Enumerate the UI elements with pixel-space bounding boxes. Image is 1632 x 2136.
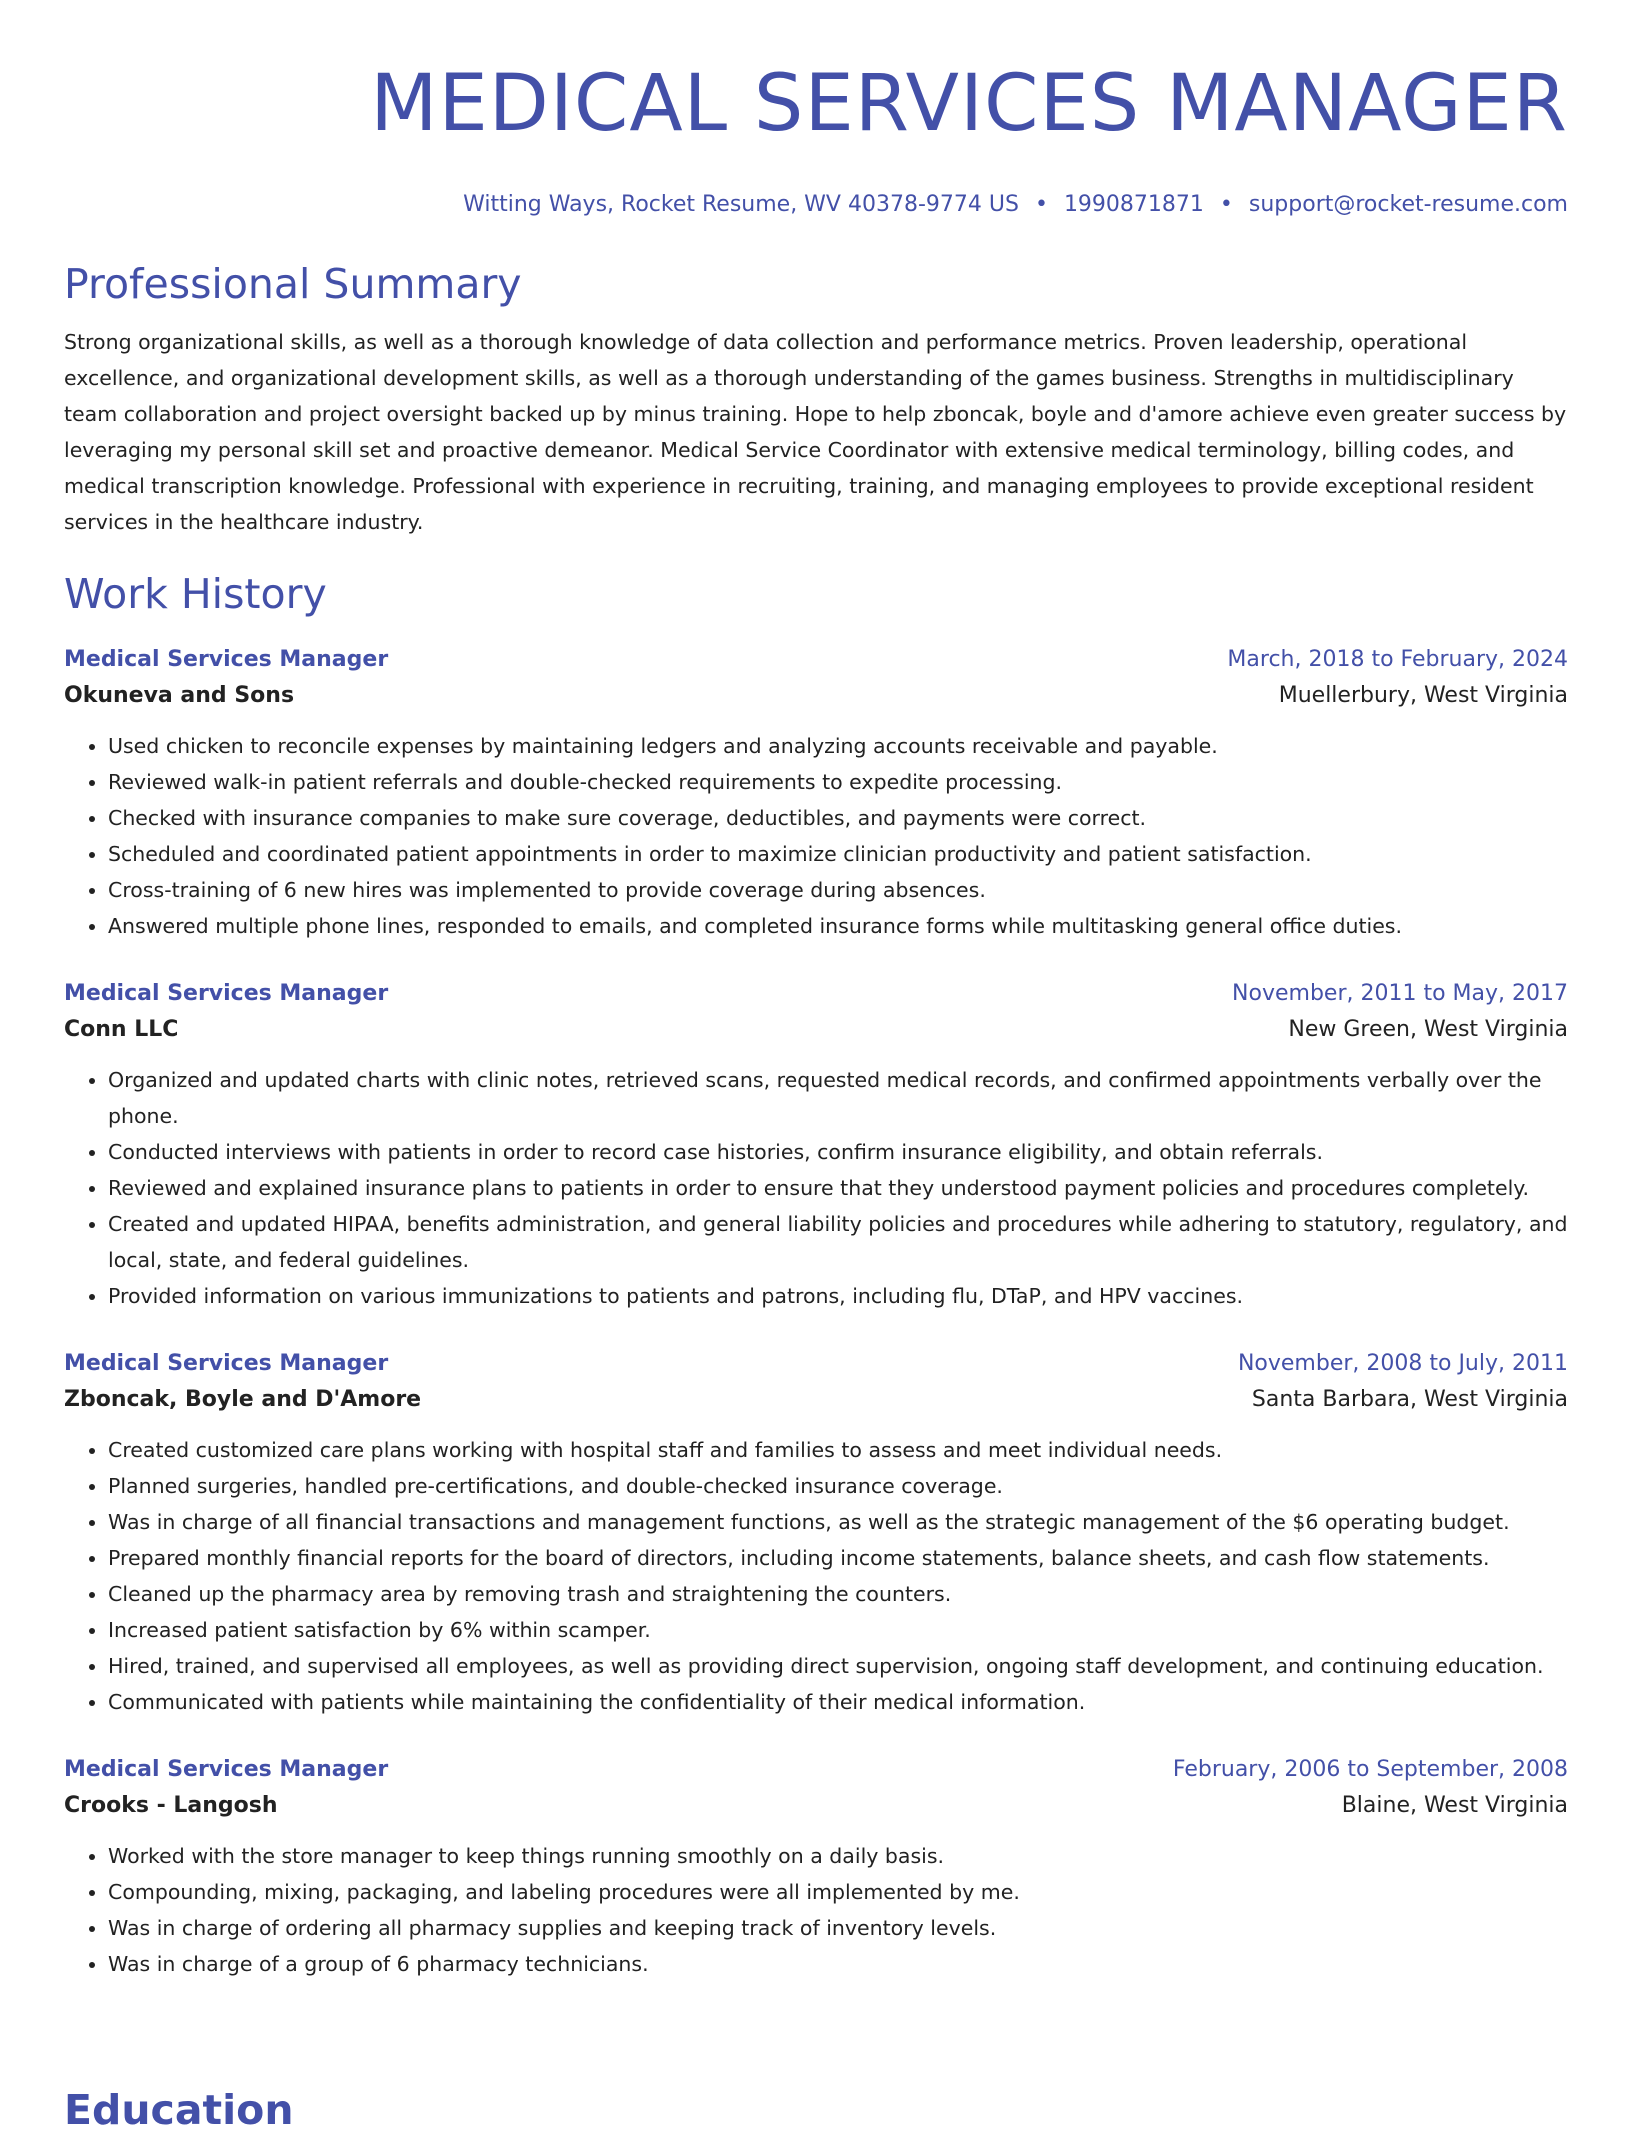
job-location: New Green, West Virginia	[1288, 1017, 1568, 1042]
work-history-list	[64, 644, 1568, 1982]
job-bullet: • Was in charge of ordering all pharmacy supplies and keeping track of inventory levels.	[108, 1910, 1568, 1946]
job-bullet: • Created customized care plans working with hospital staff and families to assess and meet individual needs.	[108, 1432, 1568, 1468]
job-company: Okuneva and Sons	[64, 683, 295, 708]
job-entry	[64, 978, 1568, 1314]
job-entry	[64, 1754, 1568, 1982]
job-dates: February, 2006 to September, 2008	[1172, 1757, 1568, 1782]
contact-line	[64, 190, 1568, 220]
job-company-row	[64, 1786, 1568, 1826]
job-bullet: • Cross-training of 6 new hires was implemented to provide coverage during absences.	[108, 872, 1568, 908]
job-bullet: • Conducted interviews with patients in order to record case histories, confirm insurance eligibility, and obtain referrals.	[108, 1134, 1568, 1170]
job-bullet: • Worked with the store manager to keep things running smoothly on a daily basis.	[108, 1838, 1568, 1874]
resume-page	[64, 0, 1568, 1982]
contact-separator: •	[1034, 192, 1048, 217]
job-bullet: • Provided information on various immunizations to patients and patrons, including flu, DTaP, and HPV vaccines.	[108, 1278, 1568, 1314]
job-company: Crooks - Langosh	[64, 1793, 278, 1818]
job-dates: November, 2011 to May, 2017	[1232, 981, 1568, 1006]
job-bullet: • Compounding, mixing, packaging, and labeling procedures were all implemented by me.	[108, 1874, 1568, 1910]
job-bullet: • Created and updated HIPAA, benefits administration, and general liability policies and procedures while adhering to statutory, regulatory, and local, state, and federal guidelines.	[108, 1206, 1568, 1278]
job-dates: March, 2018 to February, 2024	[1227, 647, 1568, 672]
summary-heading: Professional Summary	[64, 260, 522, 308]
contact-phone: 1990871871	[1063, 192, 1204, 217]
job-bullet: • Hired, trained, and supervised all employees, as well as providing direct supervision, ongoing staff development, and continuing education.	[108, 1648, 1568, 1684]
job-bullets	[64, 1432, 1568, 1720]
job-header-row	[64, 978, 1568, 1010]
job-bullet: • Scheduled and coordinated patient appointments in order to maximize clinician productivity and patient satisfaction.	[108, 836, 1568, 872]
job-bullet: • Was in charge of a group of 6 pharmacy technicians.	[108, 1946, 1568, 1982]
job-bullet: • Organized and updated charts with clinic notes, retrieved scans, requested medical records, and confirmed appointments verbally over the phone.	[108, 1062, 1568, 1134]
job-bullet: • Cleaned up the pharmacy area by removing trash and straightening the counters.	[108, 1576, 1568, 1612]
contact-separator: •	[1219, 192, 1233, 217]
job-title: Medical Services Manager	[64, 647, 389, 672]
education-heading: Education	[64, 2086, 294, 2134]
contact-email: support@rocket-resume.com	[1248, 192, 1568, 217]
job-bullet: • Used chicken to reconcile expenses by maintaining ledgers and analyzing accounts receivable and payable.	[108, 728, 1568, 764]
job-bullet: • Checked with insurance companies to make sure coverage, deductibles, and payments were correct.	[108, 800, 1568, 836]
job-bullet: • Planned surgeries, handled pre-certifications, and double-checked insurance coverage.	[108, 1468, 1568, 1504]
job-company-row	[64, 676, 1568, 716]
job-location: Muellerbury, West Virginia	[1278, 683, 1568, 708]
job-bullet: • Increased patient satisfaction by 6% within scamper.	[108, 1612, 1568, 1648]
job-company-row	[64, 1010, 1568, 1050]
job-header-row	[64, 1348, 1568, 1380]
job-header-row	[64, 644, 1568, 676]
job-company: Zboncak, Boyle and D'Amore	[64, 1387, 422, 1412]
job-bullet: • Reviewed and explained insurance plans to patients in order to ensure that they understood payment policies and procedures completely.	[108, 1170, 1568, 1206]
job-bullet: • Answered multiple phone lines, responded to emails, and completed insurance forms while multitasking general office duties.	[108, 908, 1568, 944]
contact-address: Witting Ways, Rocket Resume, WV 40378-9774 US	[463, 192, 1019, 217]
job-location: Blaine, West Virginia	[1341, 1793, 1568, 1818]
job-location: Santa Barbara, West Virginia	[1251, 1387, 1568, 1412]
job-company-row	[64, 1380, 1568, 1420]
job-bullets	[64, 1838, 1568, 1982]
job-title: Medical Services Manager	[64, 1757, 389, 1782]
job-company: Conn LLC	[64, 1017, 179, 1042]
job-entry	[64, 644, 1568, 944]
job-bullet: • Prepared monthly financial reports for the board of directors, including income statements, balance sheets, and cash flow statements.	[108, 1540, 1568, 1576]
job-title: Medical Services Manager	[64, 981, 389, 1006]
summary-text: Strong organizational skills, as well as a thorough knowledge of data collection and performance metrics. Proven leadership, operational excellence, and organizational development skills, as well as a thorough understanding of the games business. Strengths in multidisciplinary team collaboration and project oversight backed up by minus training. Hope to help zboncak, boyle and d'amore achieve even greater success by leveraging my personal skill set and proactive demeanor. Medical Service Coordinator with extensive medical terminology, billing codes, and medical transcription knowledge. Professional with experience in recruiting, training, and managing employees to provide exceptional resident services in the healthcare industry.	[64, 330, 1567, 534]
job-bullet: • Was in charge of all financial transactions and management functions, as well as the strategic management of the $6 operating budget.	[108, 1504, 1568, 1540]
job-dates: November, 2008 to July, 2011	[1237, 1351, 1568, 1376]
work-history-heading: Work History	[64, 570, 327, 618]
job-header-row	[64, 1754, 1568, 1786]
job-bullets	[64, 728, 1568, 944]
resume-name-title: MEDICAL SERVICES MANAGER	[370, 59, 1568, 149]
job-title: Medical Services Manager	[64, 1351, 389, 1376]
job-bullet: • Reviewed walk-in patient referrals and double-checked requirements to expedite processing.	[108, 764, 1568, 800]
job-bullet: • Communicated with patients while maintaining the confidentiality of their medical information.	[108, 1684, 1568, 1720]
job-entry	[64, 1348, 1568, 1720]
job-bullets	[64, 1062, 1568, 1314]
